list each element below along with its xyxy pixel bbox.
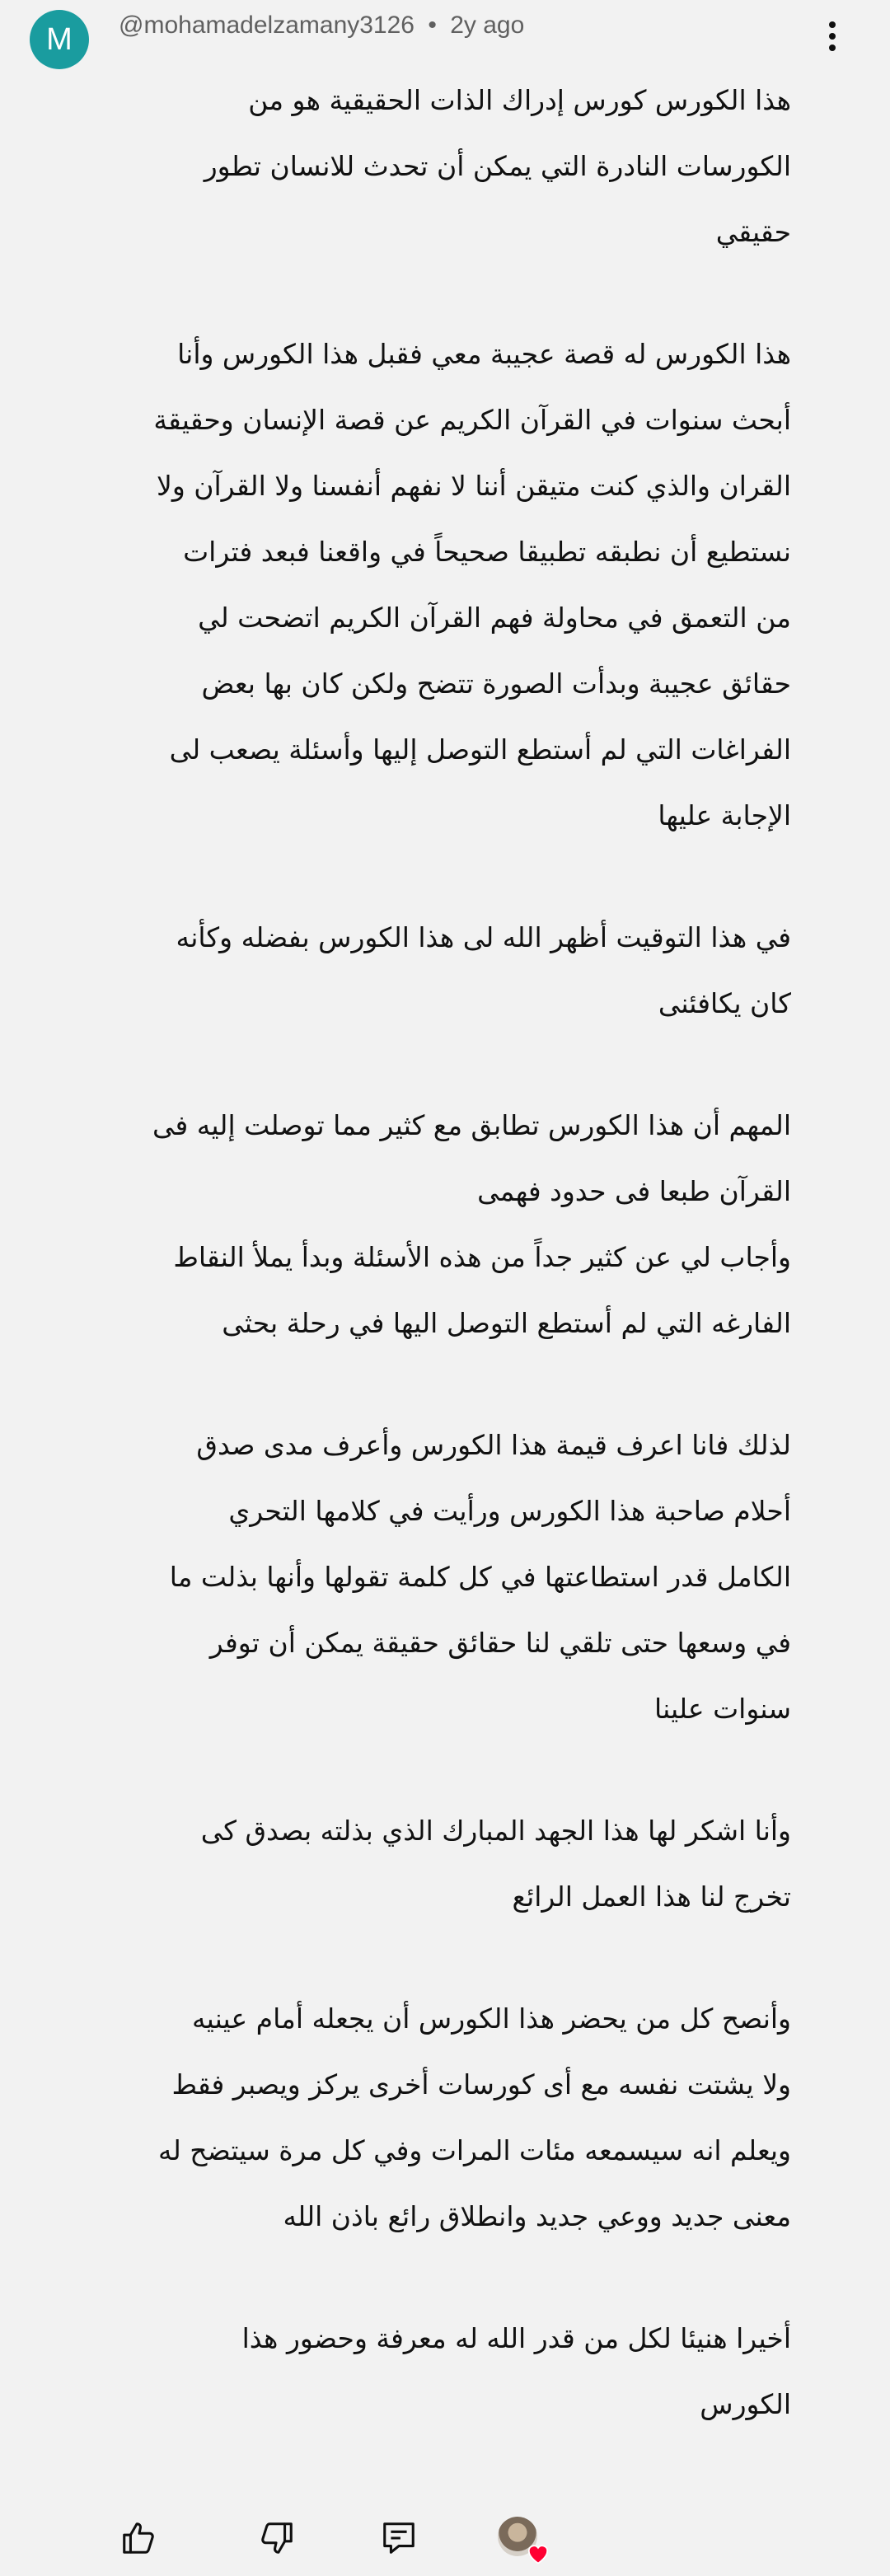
- comment-paragraph: هذا الكورس له قصة عجيبة معي فقبل هذا الكورس وأنا أبحث سنوات في القرآن الكريم عن قصة الإنسان وحقيقة القران والذي كنت متيقن أننا لا نفهم أنفسنا ولا القرآن ولا نستطيع أن نطبقه تطبيقا صحيحاً في واقعنا فبعد فترات من التعمق في محاولة فهم القرآن الكريم اتضحت لي حقائق عجيبة وبدأت الصورة تتضح ولكن كان بها بعض الفراغات التي لم أستطع التوصل إليها وأسئلة يصعب لى الإجابة عليها: [153, 338, 791, 831]
- thumbs-up-icon: [119, 2519, 157, 2560]
- comment-actions: [0, 2513, 890, 2571]
- comment-header: [119, 12, 524, 40]
- more-vertical-icon: [828, 20, 836, 56]
- comment-paragraph: المهم أن هذا الكورس تطابق مع كثير مما توصلت إليه فى القرآن طبعا فى حدود فهمى وأجاب لي عن كثير جداً من هذه الأسئلة وبدأ يملأ النقاط الفارغه التي لم أستطع التوصل اليها في رحلة بحثى: [152, 1109, 791, 1339]
- more-options-button[interactable]: [816, 15, 849, 61]
- thumbs-down-icon: [258, 2519, 296, 2560]
- heart-icon: [526, 2541, 550, 2568]
- header-separator: •: [428, 12, 437, 39]
- reply-button[interactable]: [372, 2513, 425, 2566]
- avatar[interactable]: [30, 10, 89, 69]
- reply-comment-icon: [380, 2519, 418, 2560]
- creator-heart-badge: [498, 2517, 547, 2566]
- like-button[interactable]: [112, 2513, 165, 2566]
- comment-paragraph: هذا الكورس كورس إدراك الذات الحقيقية هو من الكورسات النادرة التي يمكن أن تحدث للانسان تطور حقيقي: [204, 84, 791, 248]
- avatar-letter: M: [46, 21, 73, 57]
- comment-paragraph: في هذا التوقيت أظهر الله لى هذا الكورس بفضله وكأنه كان يكافئنى: [176, 921, 791, 1019]
- comment-paragraph: أخيرا هنيئا لكل من قدر الله له معرفة وحضور هذا الكورس: [241, 2322, 791, 2420]
- comment-timestamp: 2y ago: [450, 12, 525, 39]
- author-name[interactable]: @mohamadelzamany3126: [119, 12, 415, 39]
- dislike-button[interactable]: [251, 2513, 303, 2566]
- comment-paragraph: لذلك فانا اعرف قيمة هذا الكورس وأعرف مدى صدق أحلام صاحبة هذا الكورس ورأيت في كلامها التحري الكامل قدر استطاعتها في كل كلمة تقولها وأنها بذلت ما في وسعها حتى تلقي لنا حقائق حقيقة يمكن أن توفر سنوات علينا: [169, 1429, 791, 1725]
- comment-body: [115, 68, 791, 2494]
- comment-paragraph: وأنا اشكر لها هذا الجهد المبارك الذي بذلته بصدق كى تخرج لنا هذا العمل الرائع: [200, 1815, 791, 1913]
- comment-paragraph: وأنصح كل من يحضر هذا الكورس أن يجعله أمام عينيه ولا يشتت نفسه مع أى كورسات أخرى يركز ويصبر فقط ويعلم انه سيسمعه مئات المرات وفي كل مرة سيتضح له معنى جديد ووعي جديد وانطلاق رائع باذن الله: [158, 2002, 791, 2232]
